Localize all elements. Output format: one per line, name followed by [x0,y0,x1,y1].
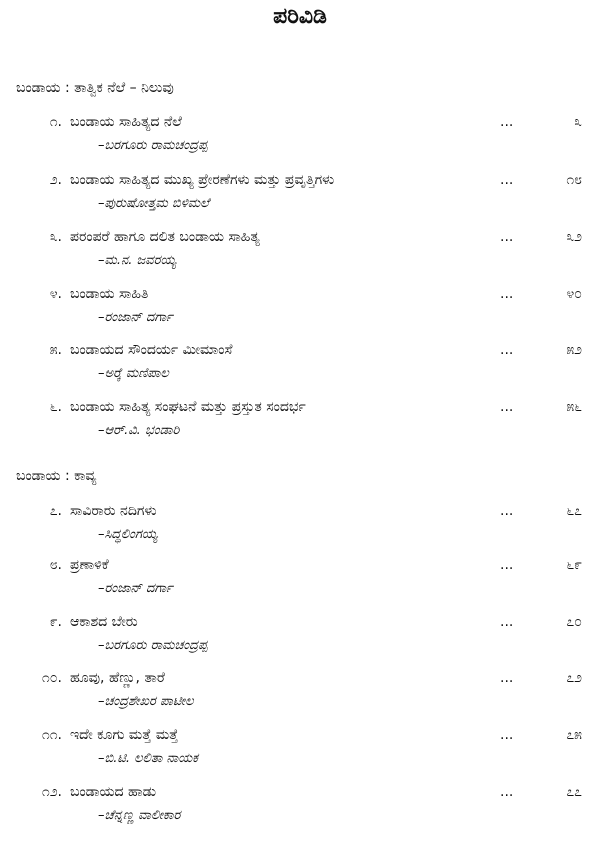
leader-dots: ... [500,342,514,358]
page-number: ೬೭ [566,503,582,519]
entry-number: ೫. [49,342,62,358]
page-number: ೬೯ [566,557,582,573]
entry-author: –ಬಿ.ಟಿ. ಲಲಿತಾ ನಾಯಕ [98,751,199,766]
page-number: ೪೦ [566,286,582,302]
entry-title: ಹೂವು, ಹೆಣ್ಣು, ತಾರೆ [70,670,165,686]
page-number: ೫೨ [566,342,582,358]
entry-number: ೬. [49,399,62,415]
entry-number: ೨. [49,172,62,188]
entry-title: ಪರಂಪರೆ ಹಾಗೂ ದಲಿತ ಬಂಡಾಯ ಸಾಹಿತ್ಯ [70,229,260,245]
entry-title: ಆಕಾಶದ ಬೇರು [70,614,138,630]
entry-number: ೭. [49,503,62,519]
entry-author: –ಆರ್.ವಿ. ಭಂಡಾರಿ [98,423,180,438]
toc-entry[interactable] [0,557,600,605]
entry-number: ೧೦. [41,670,62,686]
page-number: ೭೨ [566,670,582,686]
entry-author: –ಚೆನ್ನಣ್ಣ ವಾಲೀಕಾರ [98,808,181,823]
toc-entry[interactable] [0,614,600,662]
toc-entry[interactable] [0,114,600,162]
leader-dots: ... [500,784,514,800]
entry-author: –ಸಿದ್ಧಲಿಂಗಯ್ಯ [98,527,158,542]
entry-title: ಬಂಡಾಯದ ಸೌಂದರ್ಯ ಮೀಮಾಂಸೆ [70,342,233,358]
leader-dots: ... [500,229,514,245]
page-number: ೩೨ [566,229,582,245]
toc-entry[interactable] [0,229,600,277]
entry-author: –ಚಂದ್ರಶೇಖರ ಪಾಟೀಲ [98,694,194,709]
entry-author: –ರಂಜಾನ್ ದರ್ಗಾ [98,310,173,325]
page-number: ೧೮ [566,172,582,188]
entry-author: –ಬರಗೂರು ರಾಮಚಂದ್ರಪ್ಪ [98,638,208,653]
toc-entry[interactable] [0,503,600,551]
entry-number: ೧೨. [41,784,62,800]
entry-author: –ಪುರುಷೋತ್ತಮ ಬಿಳಿಮಲೆ [98,196,210,211]
page-number: ೫೬ [566,399,582,415]
leader-dots: ... [500,614,514,630]
entry-title: ಪ್ರಣಾಳಿಕೆ [70,557,109,573]
entry-author: –ಬರಗೂರು ರಾಮಚಂದ್ರಪ್ಪ [98,138,208,153]
entry-number: ೩. [49,229,62,245]
entry-number: ೧೧. [41,727,62,743]
entry-title: ಬಂಡಾಯ ಸಾಹಿತಿ [70,286,149,302]
toc-entry[interactable] [0,399,600,447]
entry-author: –ರಂಜಾನ್ ದರ್ಗಾ [98,581,173,596]
entry-number: ೯. [49,614,62,630]
toc-entry[interactable] [0,670,600,718]
leader-dots: ... [500,557,514,573]
page-number: ೭೫ [566,727,582,743]
entry-title: ಬಂಡಾಯದ ಹಾಡು [70,784,157,800]
entry-title: ಬಂಡಾಯ ಸಾಹಿತ್ಯದ ನೆಲೆ [70,114,182,130]
toc-entry[interactable] [0,727,600,775]
entry-number: ೧. [49,114,62,130]
leader-dots: ... [500,727,514,743]
toc-entry[interactable] [0,286,600,334]
leader-dots: ... [500,670,514,686]
page-title: ಪರಿವಿಡಿ [273,4,327,29]
leader-dots: ... [500,114,514,130]
section-heading: ಬಂಡಾಯ : ತಾತ್ವಿಕ ನೆಲೆ – ನಿಲುವು [16,80,174,96]
entry-title: ಬಂಡಾಯ ಸಾಹಿತ್ಯದ ಮುಖ್ಯ ಪ್ರೇರಣೆಗಳು ಮತ್ತು ಪ್ರವೃತ್ತಿಗಳು [70,172,335,188]
toc-entry[interactable] [0,342,600,390]
page-number: ೭೦ [566,614,582,630]
entry-title: ಸಾವಿರಾರು ನದಿಗಳು [70,503,157,519]
entry-title: ಬಂಡಾಯ ಸಾಹಿತ್ಯ ಸಂಘಟನೆ ಮತ್ತು ಪ್ರಸ್ತುತ ಸಂದರ್ಭ [70,399,306,415]
entry-title: ಇದೇ ಕೂಗು ಮತ್ತೆ ಮತ್ತೆ [70,727,179,743]
entry-number: ೮. [49,557,62,573]
entry-author: –ಮ.ನ. ಜವರಯ್ಯ [98,253,177,268]
leader-dots: ... [500,503,514,519]
toc-entry[interactable] [0,172,600,220]
entry-number: ೪. [49,286,62,302]
leader-dots: ... [500,172,514,188]
leader-dots: ... [500,286,514,302]
leader-dots: ... [500,399,514,415]
section-heading: ಬಂಡಾಯ : ಕಾವ್ಯ [16,468,97,484]
page-number: ೭೭ [566,784,582,800]
toc-entry[interactable] [0,784,600,832]
page-number: ೩ [574,114,582,130]
entry-author: –ಅರ್‍ಕೆ ಮಣಿಪಾಲ [98,366,169,381]
